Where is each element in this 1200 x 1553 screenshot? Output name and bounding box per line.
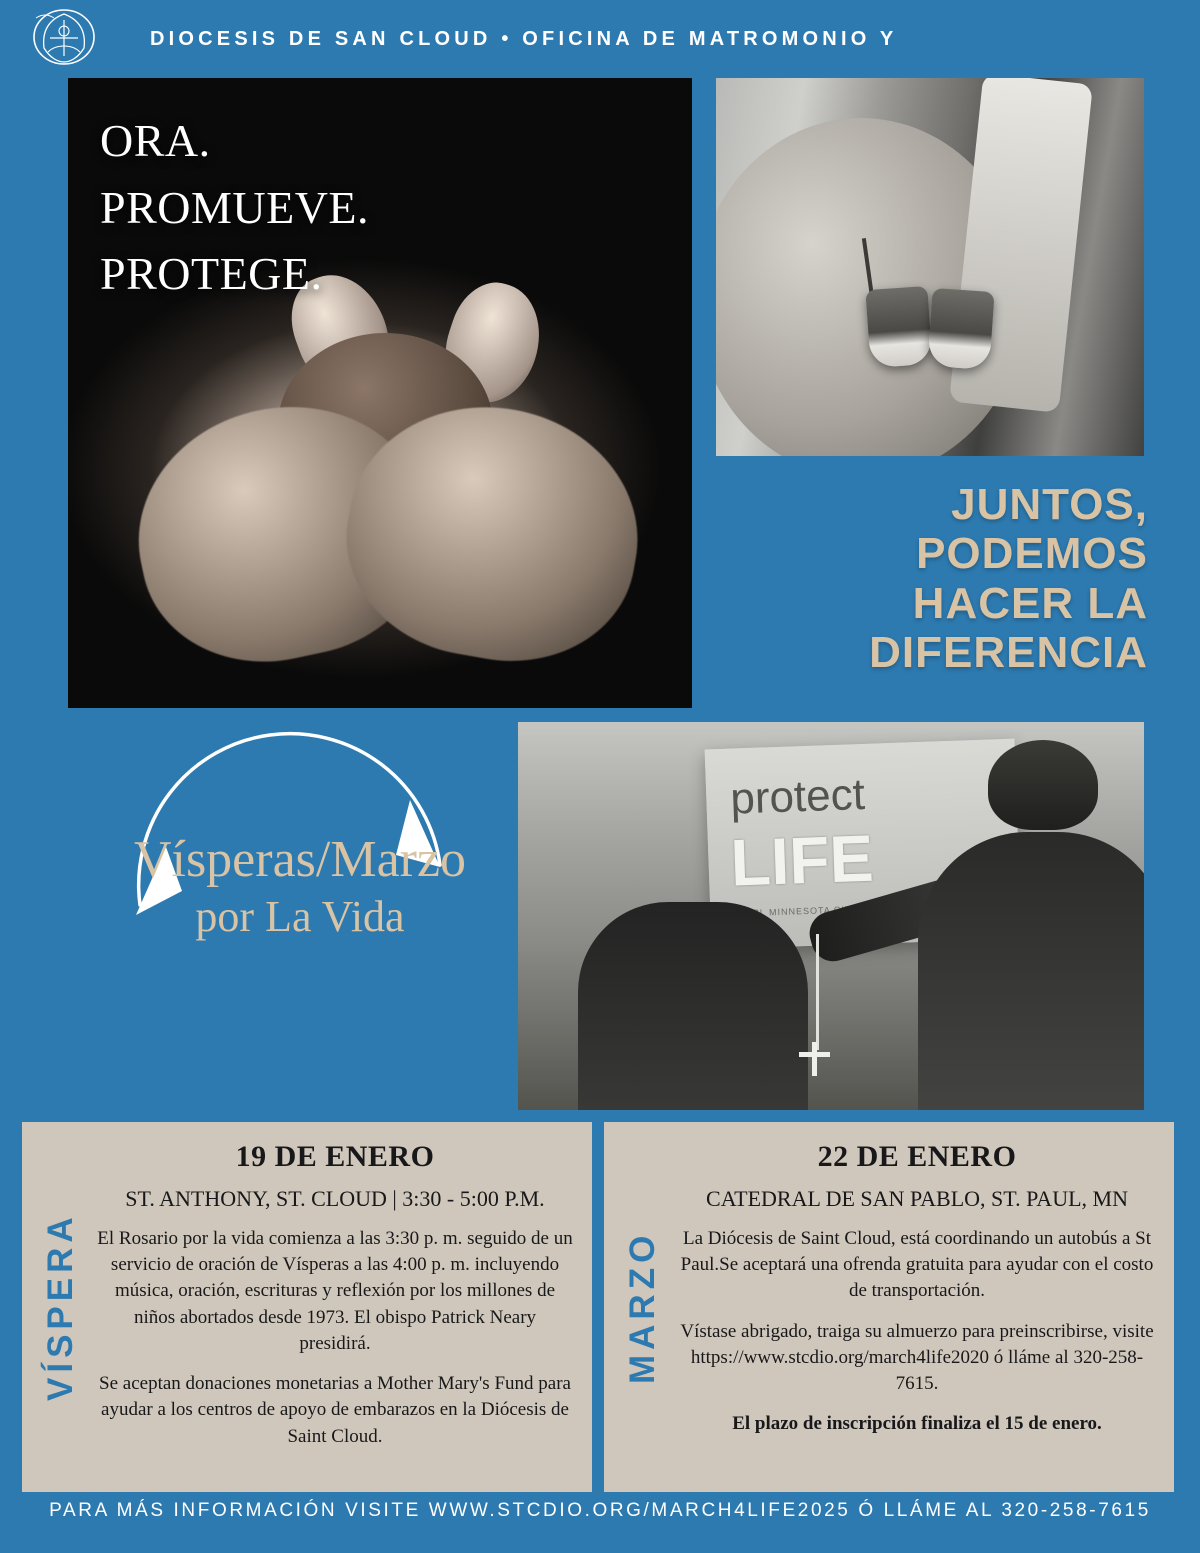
event-panel-marzo [604, 1122, 1174, 1492]
event-panel-vispera [22, 1122, 592, 1492]
event-location: CATEDRAL DE SAN PABLO, ST. PAUL, MN [706, 1186, 1128, 1211]
poster-header [0, 0, 1200, 72]
juntos-line-3: HACER LA [912, 578, 1148, 628]
winter-hat [988, 740, 1098, 830]
circular-arrows-graphic [80, 715, 500, 1075]
baby-shoe-left [865, 286, 932, 368]
sign-word-life: LIFE [729, 820, 875, 900]
header-title: DIOCESIS DE SAN CLOUD • OFICINA DE MATROMONIO Y [150, 28, 898, 50]
event-date: 22 DE ENERO [817, 1140, 1017, 1173]
panel-side-label: VÍSPERA [41, 1212, 80, 1402]
panel-content [96, 1140, 574, 1464]
footer-contact-info: PARA MÁS INFORMACIÓN VISITE WWW.STCDIO.ORG/MARCH4LIFE2025 Ó LLÁME AL 320-258-7615 [49, 1500, 1151, 1521]
protect-life-march-photo [518, 722, 1144, 1110]
juntos-line-1: JUNTOS, [951, 480, 1148, 529]
diocese-crest-icon [28, 8, 100, 66]
rosary-beads [816, 934, 819, 1050]
baby-shoe-right [927, 288, 994, 370]
visperas-title-line-1: Vísperas/Marzo [133, 831, 467, 888]
marcher-right [918, 832, 1144, 1110]
event-description-2: Se aceptan donaciones monetarias a Mother Mary's Fund para ayudar a los centros de apoyo de embarazos en la Diócesis de Saint Cloud. [99, 1373, 571, 1447]
headline-line-1: ORA. [100, 115, 211, 166]
crucifix-crossbar [799, 1052, 830, 1057]
expecting-parents-photo [716, 78, 1144, 456]
panel-side-label: MARZO [623, 1230, 662, 1384]
event-location: ST. ANTHONY, ST. CLOUD | 3:30 - 5:00 P.M. [125, 1186, 545, 1211]
juntos-headline [700, 480, 1148, 677]
baby-in-hands-photo [68, 78, 692, 708]
visperas-title-line-2: por La Vida [195, 891, 405, 941]
visperas-title [80, 833, 520, 940]
sign-word-protect: protect [729, 769, 866, 824]
juntos-line-2: PODEMOS [916, 529, 1148, 579]
event-date: 19 DE ENERO [235, 1140, 435, 1173]
panel-content [678, 1140, 1156, 1452]
event-description-1: La Diócesis de Saint Cloud, está coordinando un autobús a St Paul.Se aceptará una ofrenda gratuita para ayudar con el costo de transportación. [680, 1228, 1154, 1302]
event-description-2: Vístase abrigado, traiga su almuerzo para preinscribirse, visite https://www.stcdio.org/march4life2020 ó lláme al 320-258-7615. [680, 1320, 1154, 1395]
marcher-left [578, 902, 808, 1110]
event-description-1: El Rosario por la vida comienza a las 3:30 p. m. seguido de un servicio de oración de Vísperas a las 4:00 p. m. incluyendo música, oración, escrituras y reflexión por los millones de niños abortados desde 1973. El obispo Patrick Neary presidirá. [97, 1228, 573, 1354]
headline-line-2: PROMUEVE. [100, 181, 370, 233]
juntos-line-4: DIFERENCIA [869, 627, 1148, 677]
headline-line-3: PROTEGE. [100, 248, 323, 300]
crucifix-icon [812, 1042, 817, 1076]
hero-headline [100, 108, 369, 308]
event-deadline-note: El plazo de inscripción finaliza el 15 de enero. [732, 1413, 1102, 1435]
sign-small-print: MINNESOTA [768, 905, 831, 918]
